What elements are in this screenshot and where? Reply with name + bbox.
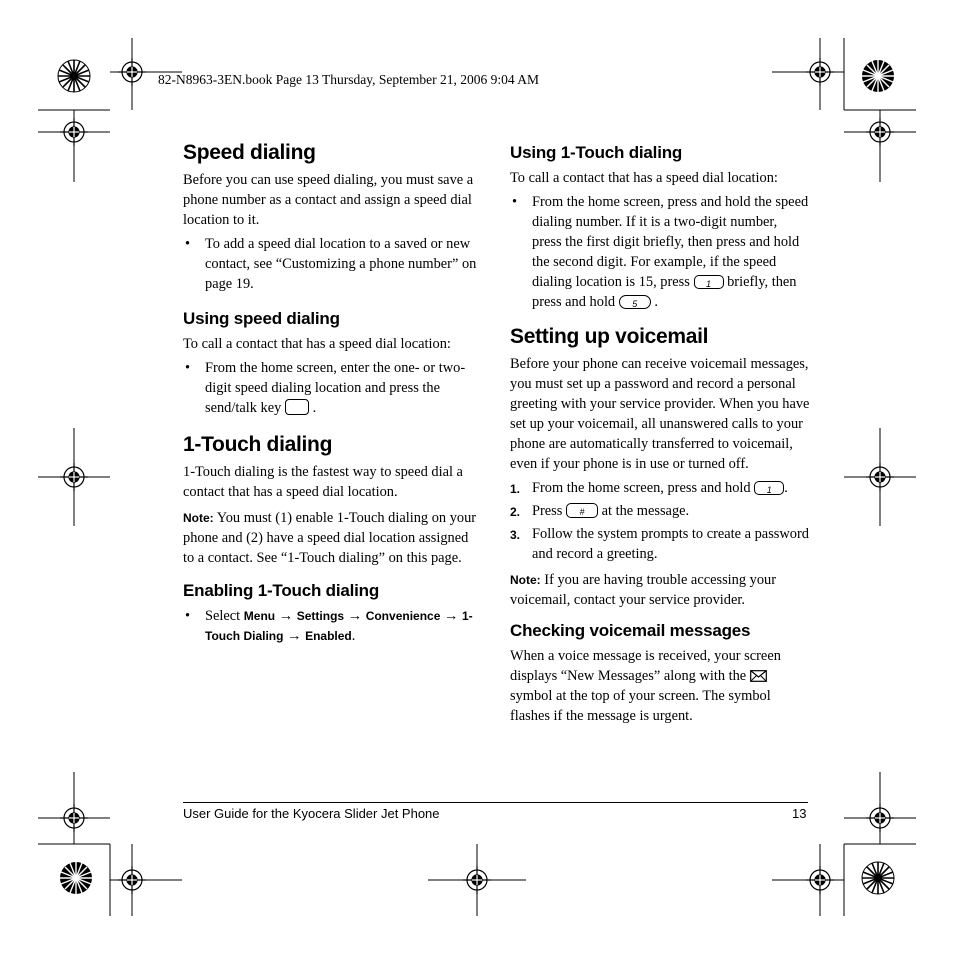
send-key-icon — [285, 399, 309, 415]
menu-path-one-touch-dialing: 1-Touch Dialing — [205, 609, 473, 643]
step-period: . — [784, 480, 788, 496]
key-1-label: 1 — [705, 279, 711, 289]
using-one-touch-intro: To call a contact that has a speed dial location: — [510, 170, 778, 186]
using-speed-dialing-bullet — [183, 358, 483, 418]
step-number: 3. — [510, 528, 521, 542]
arrow-icon: → — [347, 608, 363, 624]
bullet-period: . — [351, 628, 356, 644]
bullet-text-b: briefly, then press and hold — [532, 274, 797, 310]
key-5-icon — [619, 295, 651, 309]
one-touch-note — [183, 508, 483, 568]
select-text: Select — [205, 608, 241, 624]
footer-rule — [183, 802, 808, 803]
step-text: at the message. — [601, 503, 690, 519]
checking-voicemail-heading: Checking voicemail messages — [510, 621, 751, 640]
step-text: Follow the system prompts to create a password and record a greeting. — [532, 526, 809, 562]
key-1-icon — [754, 481, 784, 495]
footer-title: User Guide for the Kyocera Slider Jet Phone — [183, 806, 440, 821]
one-touch-intro: 1-Touch dialing is the fastest way to speed dial a contact that has a speed dial location. — [183, 464, 463, 500]
voicemail-step-3 — [510, 524, 810, 564]
step-number: 2. — [510, 505, 521, 519]
step-text: From the home screen, press and hold — [532, 480, 751, 496]
voicemail-step-1 — [510, 478, 810, 498]
key-1-label: 1 — [766, 485, 772, 495]
bullet-period: . — [654, 294, 658, 310]
enabling-one-touch-heading: Enabling 1-Touch dialing — [183, 581, 380, 600]
bullet-period: . — [312, 400, 317, 416]
note-label: Note: — [510, 573, 541, 587]
using-one-touch-heading: Using 1-Touch dialing — [510, 143, 683, 162]
note-label: Note: — [183, 511, 214, 525]
key-1-icon — [694, 275, 724, 289]
speed-dialing-heading: Speed dialing — [183, 141, 316, 164]
menu-path-settings: Settings — [296, 609, 345, 623]
menu-path-convenience: Convenience — [365, 609, 441, 623]
arrow-icon: → — [287, 628, 302, 644]
note-text: You must (1) enable 1-Touch dialing on your phone and (2) have a speed dial location assigned to a contact. See “1-Touch dialing” on this page. — [183, 510, 477, 566]
checking-text-b: symbol at the top of your screen. The symbol flashes if the message is urgent. — [510, 688, 771, 724]
page-number: 13 — [792, 806, 807, 821]
checking-voicemail-text — [510, 646, 810, 726]
enabling-bullet — [183, 606, 483, 646]
using-speed-dialing-intro: To call a contact that has a speed dial location: — [183, 336, 451, 352]
using-speed-dialing-bullet-text: From the home screen, enter the one- or two-digit speed dialing location and press the send/talk key — [205, 360, 466, 416]
bullet-text-a: From the home screen, press and hold the speed dialing number. If it is a two-digit number, press the first digit briefly, then press and hold the second digit. For example, if the speed dialing location is 15, press — [532, 194, 809, 290]
voicemail-intro: Before your phone can receive voicemail messages, you must set up a password and record a personal greeting with your service provider. When you have set up your voicemail, all unanswered calls to your phone are automatically transferred to voicemail, even if your phone is in use or turned off. — [510, 356, 810, 472]
step-number: 1. — [510, 482, 521, 496]
speed-dialing-bullet: • To add a speed dial location to a saved or new contact, see “Customizing a phone number” on page 19. — [183, 234, 483, 294]
book-slug: 82-N8963-3EN.book Page 13 Thursday, September 21, 2006 9:04 AM — [158, 72, 539, 87]
checking-text-a: When a voice message is received, your screen displays “New Messages” along with the — [510, 648, 781, 684]
menu-path-menu: Menu — [243, 609, 276, 623]
key-5-label: 5 — [632, 299, 638, 309]
left-column — [183, 140, 483, 646]
using-one-touch-bullet — [510, 192, 810, 312]
voicemail-note — [510, 570, 810, 610]
right-column — [510, 140, 810, 726]
envelope-icon — [750, 670, 767, 682]
voicemail-step-2 — [510, 501, 810, 521]
one-touch-dialing-heading: 1-Touch dialing — [183, 433, 333, 456]
arrow-icon: → — [278, 608, 294, 624]
note-text: If you are having trouble accessing your voicemail, contact your service provider. — [510, 572, 777, 608]
hash-key-icon — [566, 503, 598, 518]
menu-path-enabled: Enabled — [305, 629, 352, 643]
step-text: Press — [532, 503, 563, 519]
setting-up-voicemail-heading: Setting up voicemail — [510, 325, 709, 348]
arrow-icon: → — [444, 608, 459, 624]
hash-key-label: # — [579, 507, 585, 517]
using-speed-dialing-heading: Using speed dialing — [183, 309, 340, 328]
speed-dialing-intro: Before you can use speed dialing, you must save a phone number as a contact and assign a speed dial location to it. — [183, 172, 474, 228]
